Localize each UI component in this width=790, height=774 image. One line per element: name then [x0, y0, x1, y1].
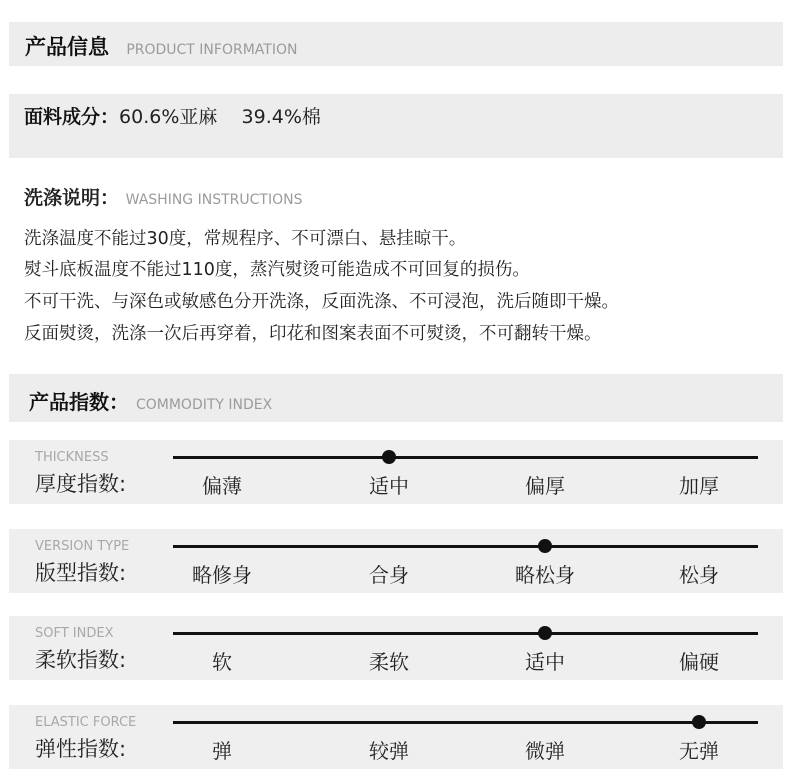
index-row	[9, 616, 783, 680]
index-row-english-label: THICKNESS	[35, 450, 109, 465]
index-row-english-label: ELASTIC FORCE	[35, 715, 137, 730]
index-scale-line	[173, 721, 758, 724]
washing-title	[24, 183, 302, 210]
washing-line: 反面熨烫，洗涤一次后再穿着，印花和图案表面不可熨烫，不可翻转干燥。	[24, 324, 602, 344]
washing-line: 熨斗底板温度不能过110度，蒸汽熨烫可能造成不可回复的损伤。	[24, 260, 530, 280]
fabric-composition	[24, 102, 321, 129]
product-info-subtitle: PRODUCT INFORMATION	[126, 42, 298, 58]
index-option: 松身	[679, 563, 719, 587]
index-option: 偏薄	[202, 474, 242, 498]
washing-line: 不可干洗、与深色或敏感色分开洗涤，反面洗涤、不可浸泡，洗后随即干燥。	[24, 292, 619, 312]
index-row-label: 柔软指数:	[35, 648, 127, 672]
index-selected-marker	[538, 626, 552, 640]
index-row-label: 弹性指数:	[35, 737, 127, 761]
index-row	[9, 529, 783, 593]
index-row	[9, 705, 783, 769]
index-row-label: 厚度指数:	[35, 472, 127, 496]
index-option: 略松身	[515, 563, 575, 587]
commodity-index-title-text: 产品指数：	[29, 390, 129, 414]
index-scale-line	[173, 632, 758, 635]
index-scale-line	[173, 545, 758, 548]
index-option: 加厚	[679, 474, 719, 498]
index-option: 弹	[212, 739, 232, 763]
index-option: 略修身	[192, 563, 252, 587]
index-option: 偏硬	[679, 650, 719, 674]
index-option: 柔软	[369, 650, 409, 674]
commodity-index-title	[29, 386, 272, 415]
index-option: 适中	[369, 474, 409, 498]
index-option: 合身	[369, 563, 409, 587]
index-selected-marker	[692, 715, 706, 729]
index-option: 微弹	[525, 739, 565, 763]
washing-line: 洗涤温度不能过30度，常规程序、不可漂白、悬挂晾干。	[24, 229, 467, 249]
index-option: 软	[212, 650, 232, 674]
washing-title-text: 洗涤说明：	[24, 187, 120, 209]
index-option: 较弹	[369, 739, 409, 763]
product-info-title-text: 产品信息	[25, 35, 109, 59]
index-row-english-label: SOFT INDEX	[35, 626, 114, 641]
index-scale-line	[173, 456, 758, 459]
index-option: 无弹	[679, 739, 719, 763]
index-row-english-label: VERSION TYPE	[35, 539, 130, 554]
commodity-index-header	[9, 374, 783, 422]
fabric-label: 面料成分：	[24, 106, 120, 128]
index-row	[9, 440, 783, 504]
index-selected-marker	[538, 539, 552, 553]
index-row-label: 版型指数:	[35, 561, 127, 585]
commodity-index-subtitle: COMMODITY INDEX	[135, 397, 273, 413]
product-info-header	[9, 22, 783, 66]
washing-subtitle: WASHING INSTRUCTIONS	[125, 192, 303, 208]
fabric-value: 60.6%亚麻 39.4%棉	[119, 106, 321, 128]
index-selected-marker	[382, 450, 396, 464]
index-option: 偏厚	[525, 474, 565, 498]
index-option: 适中	[525, 650, 565, 674]
product-info-title	[25, 31, 297, 61]
